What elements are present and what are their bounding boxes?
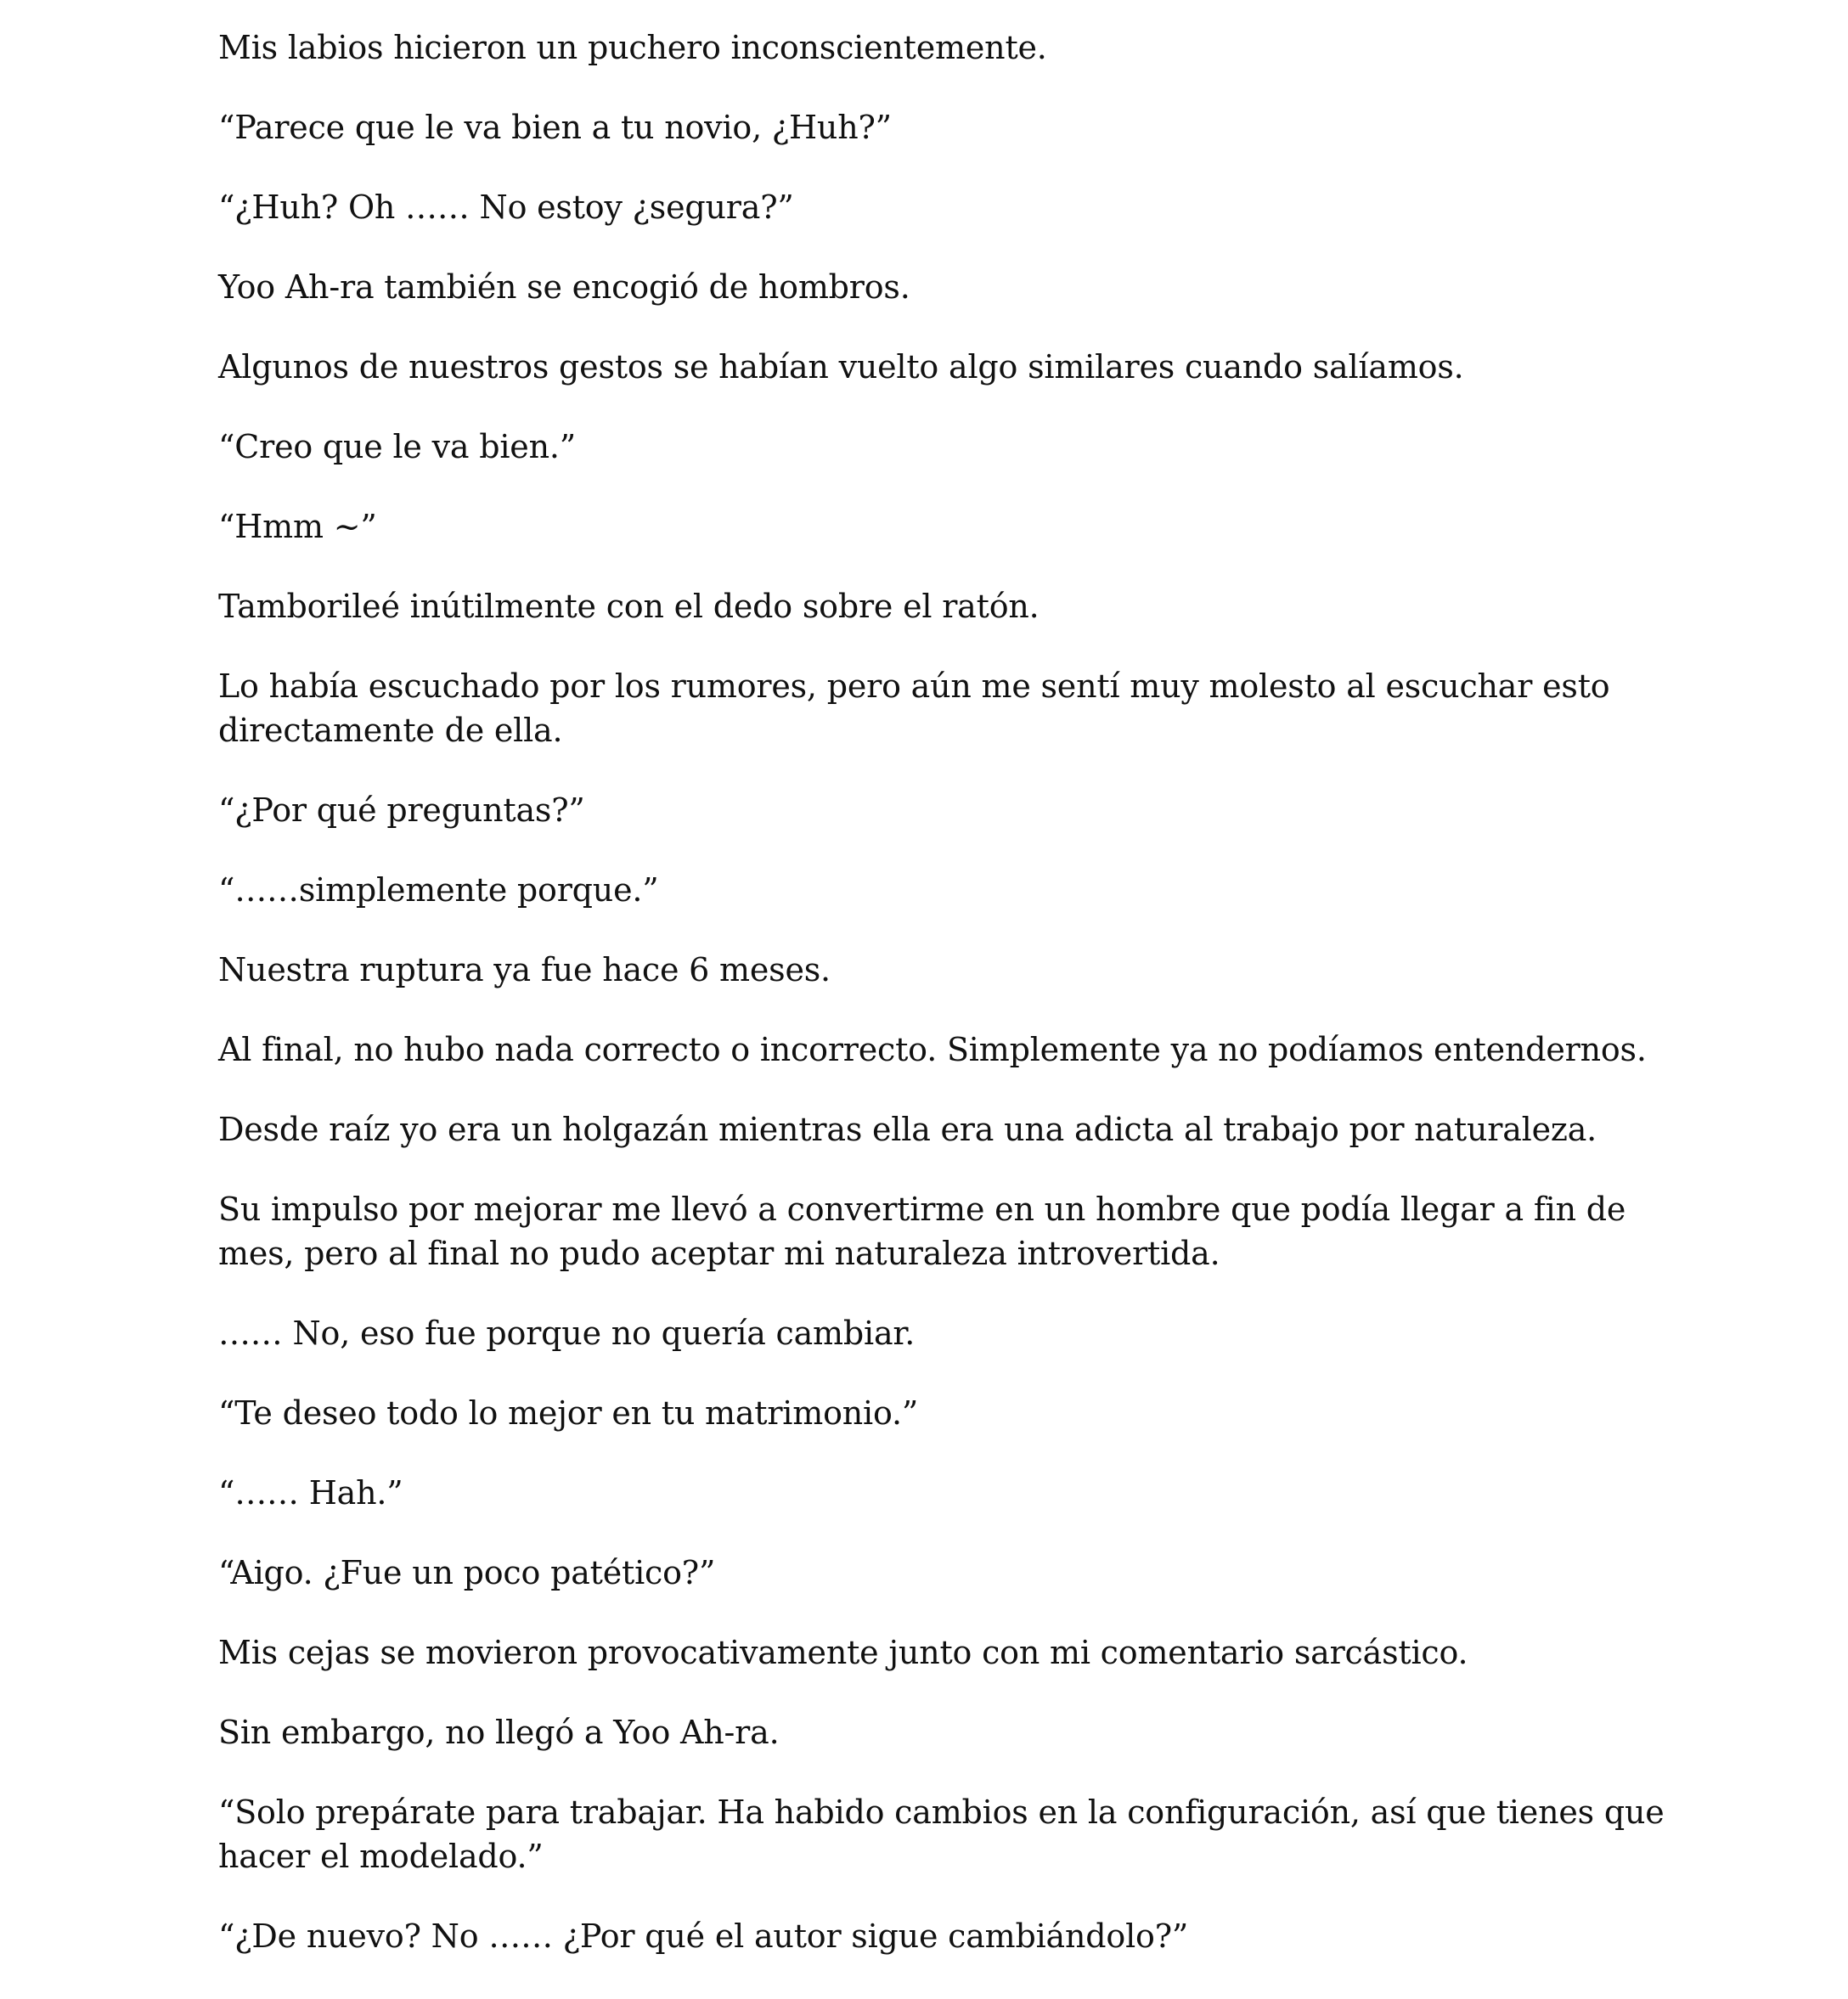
paragraph: “Parece que le va bien a tu novio, ¿Huh?”: [218, 109, 892, 146]
paragraph: “¿Huh? Oh …… No estoy ¿segura?”: [218, 189, 794, 226]
paragraph: Algunos de nuestros gestos se habían vuelto algo similares cuando salíamos.: [218, 348, 1464, 386]
paragraph: “¿Por qué preguntas?”: [218, 791, 585, 829]
paragraph: Tamborileé inútilmente con el dedo sobre el ratón.: [218, 588, 1040, 625]
paragraph: Sin embargo, no llegó a Yoo Ah-ra.: [218, 1714, 780, 1751]
paragraph: “Aigo. ¿Fue un poco patético?”: [218, 1554, 716, 1591]
paragraph: Al final, no hubo nada correcto o incorrecto. Simplemente ya no podíamos entendernos.: [218, 1031, 1647, 1068]
paragraph: Lo había escuchado por los rumores, pero aún me sentí muy molesto al escuchar esto directamente de ella.: [218, 667, 1610, 749]
paragraph: Yoo Ah-ra también se encogió de hombros.: [218, 268, 910, 306]
paragraph: “Hmm ~”: [218, 508, 377, 545]
paragraph: …… No, eso fue porque no quería cambiar.: [218, 1315, 916, 1352]
paragraph: Desde raíz yo era un holgazán mientras ella era una adicta al trabajo por naturaleza.: [218, 1111, 1597, 1148]
paragraph: “Solo prepárate para trabajar. Ha habido cambios en la configuración, así que tienes que hacer el modelado.”: [218, 1793, 1665, 1875]
paragraph: Su impulso por mejorar me llevó a convertirme en un hombre que podía llegar a fin de mes, pero al final no pudo aceptar mi naturaleza introvertida.: [218, 1191, 1626, 1272]
paragraph: Mis cejas se movieron provocativamente junto con mi comentario sarcástico.: [218, 1634, 1468, 1671]
paragraph: Mis labios hicieron un puchero inconscientemente.: [218, 29, 1047, 66]
paragraph: Nuestra ruptura ya fue hace 6 meses.: [218, 951, 831, 988]
document-body: [218, 25, 1679, 1994]
paragraph: “Te deseo todo lo mejor en tu matrimonio.”: [218, 1394, 919, 1432]
paragraph: “……simplemente porque.”: [218, 871, 659, 909]
paragraph: “…… Hah.”: [218, 1474, 403, 1512]
paragraph: “¿De nuevo? No …… ¿Por qué el autor sigue cambiándolo?”: [218, 1917, 1189, 1955]
paragraph: “Creo que le va bien.”: [218, 428, 576, 465]
